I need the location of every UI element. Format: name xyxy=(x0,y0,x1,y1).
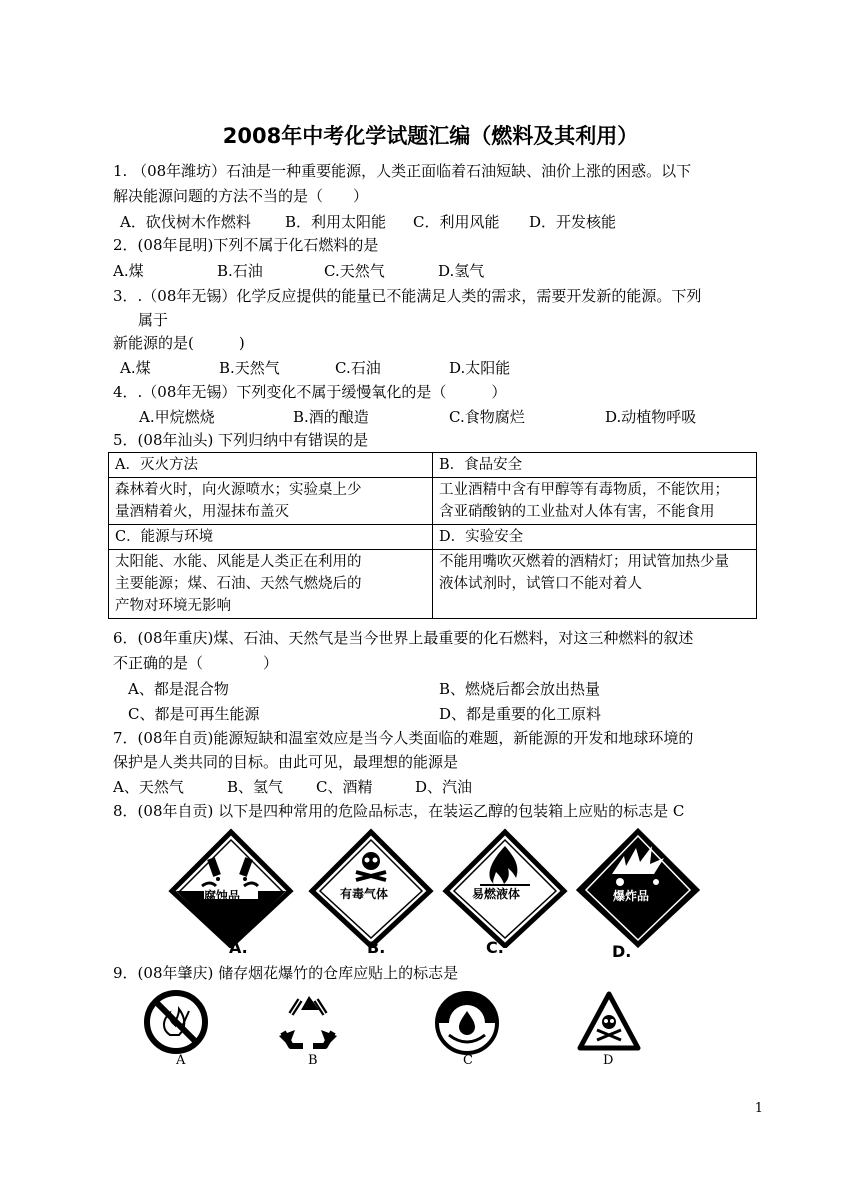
sign-letter-c: C. xyxy=(486,938,504,957)
page-title: 2008年中考化学试题汇编（燃料及其利用） xyxy=(222,124,639,148)
q5-cell-b-head: B．食品安全 xyxy=(433,453,757,478)
q6-line2: 不正确的是（ ） xyxy=(113,654,279,672)
q5-c-body-line: 主要能源；煤、石油、天然气燃烧后的 xyxy=(115,576,362,592)
q7-line1: 7．(08年自贡)能源短缺和温室效应是当今人类面临的难题，新能源的开发和地球环境的 xyxy=(113,729,694,747)
q5-d-body-line: 液体试剂时，试管口不能对着人 xyxy=(439,576,642,592)
q3-line3: 新能源的是( ) xyxy=(113,334,245,352)
sign-label-flammable-liquid: 易燃液体 xyxy=(472,887,521,901)
q5-line1: 5．(08年汕头) 下列归纳中有错误的是 xyxy=(113,431,369,449)
sign-letter-d: D. xyxy=(612,942,632,961)
q5-d-body-line: 不能用嘴吹灭燃着的酒精灯；用试管加热少量 xyxy=(439,554,729,570)
q5-cell-c-head: C．能源与环境 xyxy=(109,525,433,550)
q9-letter-b: B xyxy=(308,1053,318,1068)
sign-label-toxic-gas: 有毒气体 xyxy=(340,887,389,901)
q5-c-body-line: 产物对环境无影响 xyxy=(115,598,231,614)
q7-option-d: D、汽油 xyxy=(415,778,473,796)
q3-line2: 属于 xyxy=(138,311,169,329)
q8-line1: 8．(08年自贡) 以下是四种常用的危险品标志，在装运乙醇的包装箱上应贴的标志是 C xyxy=(113,802,685,820)
q9-letter-c: C xyxy=(463,1053,473,1068)
q5-a-body-line: 森林着火时，向火源喷水；实验桌上少 xyxy=(115,482,362,498)
sign-letter-a: A. xyxy=(229,938,248,957)
q9-letter-a: A xyxy=(176,1053,186,1068)
q5-a-body-line: 量酒精着火，用湿抹布盖灭 xyxy=(115,504,289,520)
q2-option-b: B.石油 xyxy=(217,262,263,280)
q5-cell-b-body xyxy=(433,478,757,525)
q9-letter-d: D xyxy=(603,1053,614,1068)
q5-b-body-line: 含亚硝酸钠的工业盐对人体有害，不能食用 xyxy=(439,504,715,520)
q4-option-d: D.动植物呼吸 xyxy=(605,408,697,426)
q1-line1: 1. （08年潍坊）石油是一种重要能源，人类正面临着石油短缺、油价上涨的困惑。以下 xyxy=(113,162,692,180)
water-saving-sign-icon xyxy=(433,989,501,1057)
q4-option-c: C.食物腐烂 xyxy=(449,408,525,426)
q4-line1: 4．.（08年无锡）下列变化不属于缓慢氧化的是（ ） xyxy=(113,383,507,401)
q6-line1: 6．(08年重庆)煤、石油、天然气是当今世界上最重要的化石燃料，对这三种燃料的叙述 xyxy=(113,629,694,647)
q9-line1: 9．(08年肇庆) 储存烟花爆竹的仓库应贴上的标志是 xyxy=(113,964,459,982)
q3-option-c: C.石油 xyxy=(335,359,381,377)
page-number: 1 xyxy=(754,1101,763,1116)
q1-option-b: B．利用太阳能 xyxy=(285,213,387,231)
q5-cell-a-head: A．灭火方法 xyxy=(109,453,433,478)
q1-option-a: A．砍伐树木作燃料 xyxy=(120,213,251,231)
q4-option-a: A.甲烷燃烧 xyxy=(139,408,215,426)
q4-option-b: B.酒的酿造 xyxy=(293,408,369,426)
q2-option-c: C.天然气 xyxy=(324,262,385,280)
q5-cell-d-head: D．实验安全 xyxy=(433,525,757,550)
q5-cell-c-body xyxy=(109,550,433,619)
q6-option-d: D、都是重要的化工原料 xyxy=(439,705,602,723)
q1-line2: 解决能源问题的方法不当的是（ ） xyxy=(113,187,369,205)
q6-option-a: A、都是混合物 xyxy=(128,680,229,698)
q3-option-b: B.天然气 xyxy=(219,359,280,377)
q1-option-d: D．开发核能 xyxy=(529,213,617,231)
q2-line1: 2．(08年昆明)下列不属于化石燃料的是 xyxy=(113,236,379,254)
q3-option-a: A.煤 xyxy=(120,359,151,377)
q7-option-b: B、氢气 xyxy=(227,778,284,796)
q5-c-body-line: 太阳能、水能、风能是人类正在利用的 xyxy=(115,554,362,570)
sign-label-corrosive: 腐蚀品 xyxy=(204,889,241,903)
q5-cell-d-body xyxy=(433,550,757,619)
recycle-icon xyxy=(273,992,343,1056)
no-fire-sign-icon xyxy=(143,989,209,1055)
sign-letter-b: B. xyxy=(367,938,386,957)
q3-option-d: D.太阳能 xyxy=(449,359,511,377)
q3-line1: 3．.（08年无锡）化学反应提供的能量已不能满足人类的需求，需要开发新的能源。下列 xyxy=(113,287,702,305)
sign-label-explosive: 爆炸品 xyxy=(613,889,650,903)
q6-option-c: C、都是可再生能源 xyxy=(128,705,260,723)
q5-b-body-line: 工业酒精中含有甲醇等有毒物质，不能饮用； xyxy=(439,482,729,498)
q2-option-a: A.煤 xyxy=(113,262,144,280)
q7-option-a: A、天然气 xyxy=(113,778,184,796)
q1-option-c: C．利用风能 xyxy=(413,213,500,231)
q2-option-d: D.氢气 xyxy=(438,262,485,280)
poison-warning-sign-icon xyxy=(576,990,642,1052)
q6-option-b: B、燃烧后都会放出热量 xyxy=(439,680,601,698)
q5-cell-a-body xyxy=(109,478,433,525)
q7-option-c: C、酒精 xyxy=(316,778,373,796)
q7-line2: 保护是人类共同的目标。由此可见，最理想的能源是 xyxy=(113,753,459,771)
q5-table xyxy=(108,452,757,619)
